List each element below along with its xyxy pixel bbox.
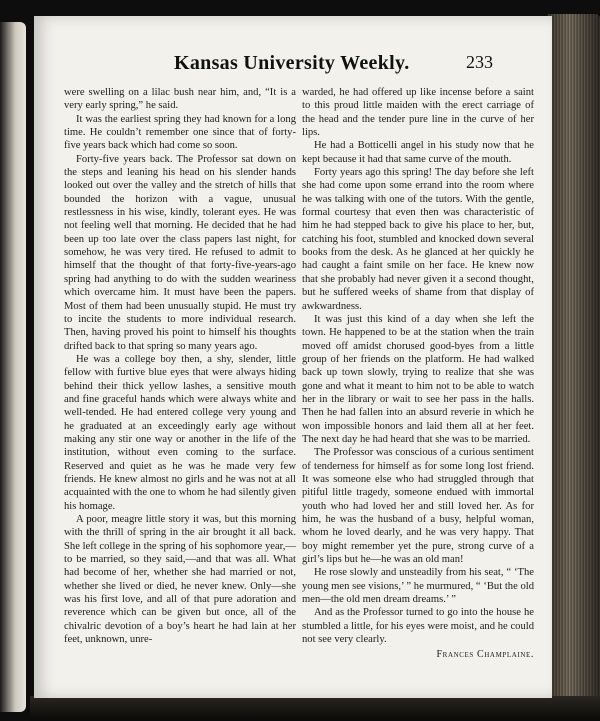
running-header [34, 52, 552, 78]
paragraph: He was a college boy then, a shy, slender, little fellow with furtive blue eyes that were always hiding behind their thick yellow lashes, a sensitive mouth and fine graceful hands which were always white and well-tended. He had entered college very young and he graduated at an exceedingly early age without making any stir one way or another in the life of the institution, without even coming to the surface. Reserved and quiet as he was he made very few friends. He knew almost no girls and he was not at all acquainted with the one to whom he had silently given his homage. [64, 353, 296, 512]
paragraph: It was just this kind of a day when she left the town. He happened to be at the station when the train moved off amidst chorused good-byes from a little group of her friends on the platform. He had walked back up town slowly, trying to realize that she was gone and what it meant to him not to be able to watch her in the library or wait to see her pass in the halls. Then he had fallen into an absurd reverie in which he won impossible honors and laid them all at her feet. The next day he had heard that she was to be married. [302, 313, 534, 445]
page-number: 233 [466, 52, 493, 72]
author-signature: Frances Champlaine. [436, 649, 534, 661]
paragraph: He had a Botticelli angel in his study now that he kept because it had that same curve of the mouth. [302, 140, 534, 165]
right-text-column [302, 86, 534, 662]
paragraph: were swelling on a lilac bush near him, and, “It is a very early spring,” he said. [64, 87, 296, 112]
paragraph: And as the Professor turned to go into the house he stumbled a little, for his eyes were moist, and he could not see very clearly. [302, 607, 534, 646]
paragraph: He rose slowly and unsteadily from his seat, “ ‘The young men see visions,’ ” he murmured, “ ‘But the old men—the old men dream dreams.’ ” [302, 567, 534, 606]
paragraph: It was the earliest spring they had known for a long time. He couldn’t remember one since that of forty-five years back which had come so soon. [64, 113, 296, 152]
publication-title: Kansas University Weekly. [174, 52, 410, 74]
paragraph: A poor, meagre little story it was, but this morning with the thrill of spring in the air brought it all back. She left college in the spring of his sophomore year,—to be married, so they said,—and that was all. What had become of her, whether she had married or not, whether she lived or died, he never knew. Only—she was his first love, and all of that pure adoration and reverence which can be given but once, all of the chivalric devotion of a boy’s heart he had lain at her feet, unknown, unre- [64, 514, 296, 646]
left-text-column [64, 86, 296, 646]
paragraph: Forty-five years back. The Professor sat down on the steps and leaning his head on his slender hands looked out over the valley and the stretch of hills that bounded the horizon with a vague, unusual restlessness in his wise, kindly, tolerant eyes. He was not feeling well that morning. He decided that he had been up too late over the class papers last night, for somehow, he was very tired. He refused to admit to himself that the thought of that forty-five-years-ago spring had anything to do with the sudden weariness which overcame him. It must have been the papers. Most of them had been unusually stupid. He must try to incite the students to more individual research. Then, having proved his point to himself his thoughts drifted back to that spring so many years ago. [64, 153, 296, 352]
page-edge-shadow [548, 14, 600, 704]
book-page [34, 16, 552, 698]
paragraph: Forty years ago this spring! The day before she left she had come upon some errand into the room where he was talking with one of the tutors. With the gentle, formal courtesy that even then was characteristic of him he had stepped back to give his place to her, but, catching his foot, stumbled and knocked down several books from the desk. As he glanced at her quickly he had caught a faint smile on her face. He knew now that she probably had never given it a second thought, but he suffered weeks of shame from that display of awkwardness. [302, 167, 534, 312]
facing-page-edge [0, 22, 26, 712]
paragraph: The Professor was conscious of a curious sentiment of tenderness for himself as for some long lost friend. It was someone else who had struggled through that pitiful little tragedy, someone endued with immortal youth who had loved her and still loved her. As for him, he was the husband of a busy, helpful woman, whom he loved dearly, and he was very happy. That boy might remember yet the pure, strong curve of a girl’s lips but he—he was an old man! [302, 447, 534, 566]
book-bottom-shadow [30, 696, 600, 721]
paragraph: warded, he had offered up like incense before a saint to this proud little maiden with the erect carriage of the head and the tender pure line in the curve of her lips. [302, 87, 534, 139]
